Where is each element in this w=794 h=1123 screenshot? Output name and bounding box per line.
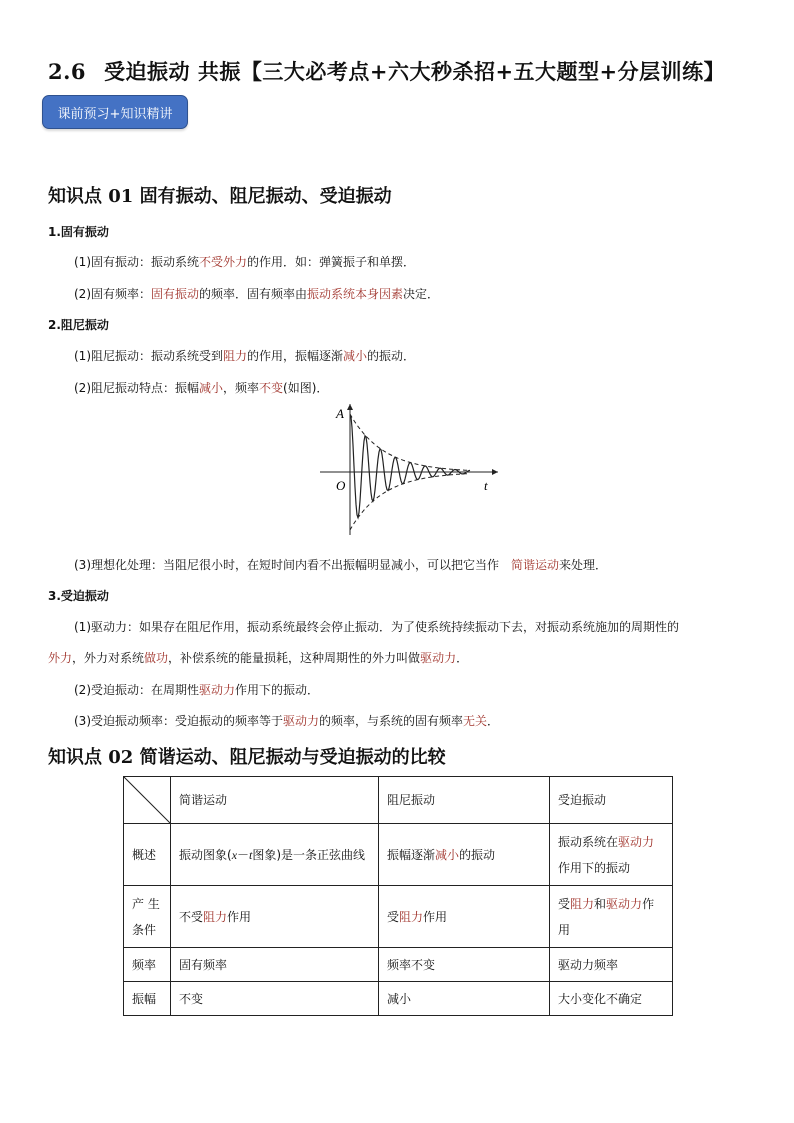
table-cell: 受阻力和驱动力作用 <box>550 886 673 948</box>
table-cell: 振动图象(x－t图象)是一条正弦曲线 <box>171 824 379 886</box>
a-axis-label: A <box>336 406 344 421</box>
table-cell: 固有频率 <box>171 948 379 982</box>
s2-line3: (3)理想化处理：当阻尼很小时，在短时间内看不出振幅明显减小，可以把它当作 简谐运动来处理． <box>74 558 608 572</box>
row-label: 产 生 条件 <box>124 886 171 948</box>
table-cell: 不变 <box>171 982 379 1016</box>
header-damped: 阻尼振动 <box>379 777 550 824</box>
s2-line2: (2)阻尼振动特点：振幅减小，频率不变(如图)． <box>74 381 329 395</box>
damped-wave <box>350 415 470 517</box>
kp1-heading: 知识点 01 固有振动、阻尼振动、受迫振动 <box>48 186 392 207</box>
row-label: 概述 <box>124 824 171 886</box>
section-1-title: 1.固有振动 <box>48 225 109 239</box>
table-row <box>124 886 673 948</box>
kp2-heading: 知识点 02 简谐运动、阻尼振动与受迫振动的比较 <box>48 747 446 768</box>
damped-oscillation-chart <box>316 400 506 540</box>
table-row <box>124 948 673 982</box>
table-cell: 减小 <box>379 982 550 1016</box>
preview-badge-button[interactable]: 课前预习+知识精讲 <box>42 95 188 129</box>
t-axis-label: t <box>484 478 488 493</box>
table-cell: 振动系统在驱动力作用下的振动 <box>550 824 673 886</box>
page-title <box>48 56 725 86</box>
comparison-table <box>123 776 673 1016</box>
table-cell: 振幅逐渐减小的振动 <box>379 824 550 886</box>
s3-line1b: 外力，外力对系统做功，补偿系统的能量损耗，这种周期性的外力叫做驱动力． <box>48 651 469 665</box>
lower-envelope <box>350 474 470 530</box>
section-3-title: 3.受迫振动 <box>48 589 109 603</box>
row-label: 频率 <box>124 948 171 982</box>
table-row <box>124 982 673 1016</box>
table-header-row <box>124 777 673 824</box>
s1-line2: (2)固有频率：固有振动的频率．固有频率由振动系统本身因素决定． <box>74 287 440 301</box>
table-cell: 大小变化不确定 <box>550 982 673 1016</box>
diagonal-corner-cell <box>124 777 171 824</box>
table-cell: 频率不变 <box>379 948 550 982</box>
table-cell: 驱动力频率 <box>550 948 673 982</box>
table-row <box>124 824 673 886</box>
row-label: 振幅 <box>124 982 171 1016</box>
table-cell: 不受阻力作用 <box>171 886 379 948</box>
s3-line2: (2)受迫振动：在周期性驱动力作用下的振动． <box>74 683 320 697</box>
s3-line1a: (1)驱动力：如果存在阻尼作用，振动系统最终会停止振动．为了使系统持续振动下去，对振动系统施加的周期性的 <box>74 620 680 634</box>
title-text: 受迫振动 共振【三大必考点+六大秒杀招+五大题型+分层训练】 <box>104 59 726 84</box>
section-number: 2.6 <box>48 59 87 84</box>
s2-line1: (1)阻尼振动：振动系统受到阻力的作用，振幅逐渐减小的振动． <box>74 349 416 363</box>
s1-line1: (1)固有振动：振动系统不受外力的作用．如：弹簧振子和单摆． <box>74 255 416 269</box>
s3-line3: (3)受迫振动频率：受迫振动的频率等于驱动力的频率，与系统的固有频率无关． <box>74 714 500 728</box>
section-2-title: 2.阻尼振动 <box>48 318 109 332</box>
header-simple-harmonic: 简谐运动 <box>171 777 379 824</box>
table-cell: 受阻力作用 <box>379 886 550 948</box>
origin-label: O <box>336 478 346 493</box>
header-forced: 受迫振动 <box>550 777 673 824</box>
